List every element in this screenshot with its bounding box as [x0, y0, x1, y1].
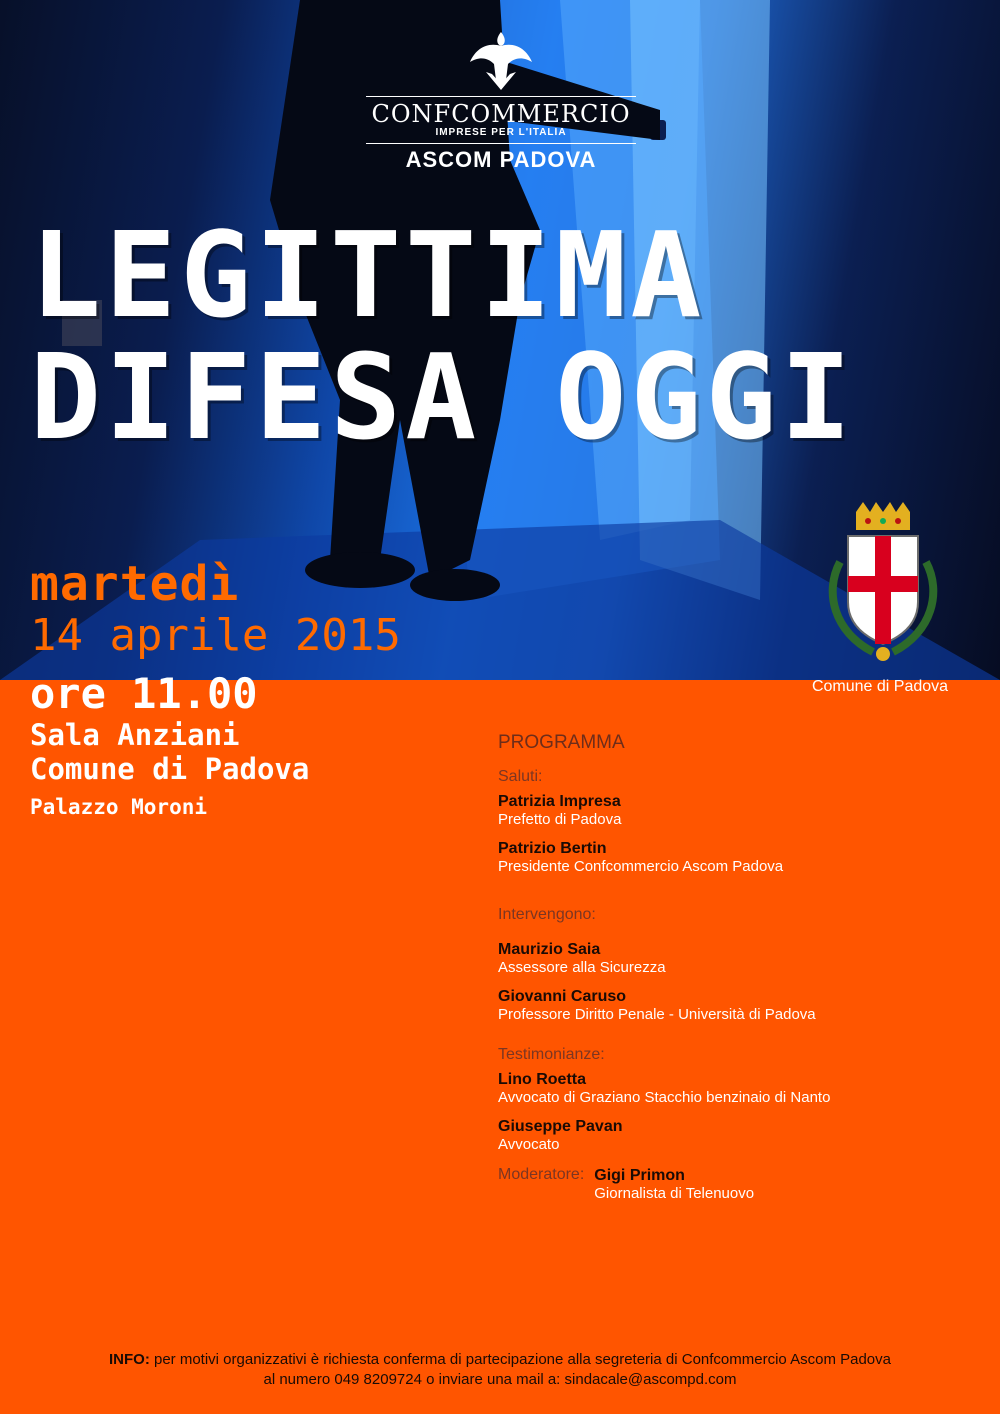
venue-line-2: Comune di Padova: [30, 752, 310, 786]
person-name: Giuseppe Pavan: [498, 1118, 623, 1135]
info-label: INFO:: [108, 1351, 150, 1368]
list-item: [498, 792, 958, 829]
testimonies-label: Testimonianze:: [498, 1046, 605, 1063]
person-role: Presidente Confcommercio Ascom Padova: [498, 858, 784, 875]
info-line-2: al numero 049 8209724 o inviare una mail a: sindacale@ascompd.com: [263, 1371, 737, 1388]
person-role: Avvocato di Graziano Stacchio benzinaio di Nanto: [498, 1089, 831, 1106]
program: [498, 732, 958, 1213]
title-line-1: LEGITTIMA: [30, 206, 706, 344]
person-role: Avvocato: [498, 1136, 560, 1153]
list-item: [498, 987, 958, 1024]
confcommercio-logo: [366, 28, 636, 172]
info-footer: [0, 1350, 1000, 1390]
event-time-venue: [30, 670, 309, 822]
person-role: Professore Diritto Penale - Università di Padova: [498, 1006, 816, 1023]
program-heading: PROGRAMMA: [498, 732, 625, 753]
person-name: Lino Roetta: [498, 1071, 586, 1088]
event-title: [30, 206, 980, 466]
event-day: martedì: [30, 556, 240, 612]
organizer-brand: CONFCOMMERCIO: [371, 100, 631, 128]
organizer-tagline: IMPRESE PER L'ITALIA: [435, 127, 567, 138]
event-time: ore 11.00: [30, 669, 258, 718]
info-line-1: per motivi organizzativi è richiesta conferma di partecipazione alla segreteria di Confcommercio Ascom Padova: [153, 1351, 891, 1368]
partner-name: Comune di Padova: [811, 678, 949, 695]
moderator-label: Moderatore:: [498, 1166, 585, 1183]
venue-building: Palazzo Moroni: [30, 795, 208, 819]
person-name: Maurizio Saia: [498, 941, 601, 958]
list-item: [594, 1166, 754, 1203]
greetings-label: Saluti:: [498, 768, 543, 785]
person-name: Patrizia Impresa: [498, 793, 621, 810]
title-line-2: DIFESA OGGI: [30, 328, 856, 466]
person-role: Assessore alla Sicurezza: [498, 959, 666, 976]
moderator-row: [498, 1166, 958, 1213]
list-item: [498, 1070, 958, 1107]
event-date: [30, 558, 401, 662]
eagle-icon: [466, 28, 536, 92]
list-item: [498, 1117, 958, 1154]
person-name: Gigi Primon: [594, 1167, 685, 1184]
event-full-date: 14 aprile 2015: [30, 610, 401, 661]
organizer-city: ASCOM PADOVA: [405, 147, 597, 172]
speakers-label: Intervengono:: [498, 906, 596, 923]
venue-line-1: Sala Anziani: [30, 718, 240, 752]
list-item: [498, 839, 958, 876]
person-name: Patrizio Bertin: [498, 840, 607, 857]
coat-of-arms-icon: [818, 502, 948, 677]
list-item: [498, 940, 958, 977]
person-role: Giornalista di Telenuovo: [594, 1185, 755, 1202]
person-name: Giovanni Caruso: [498, 988, 627, 1005]
person-role: Prefetto di Padova: [498, 811, 622, 828]
